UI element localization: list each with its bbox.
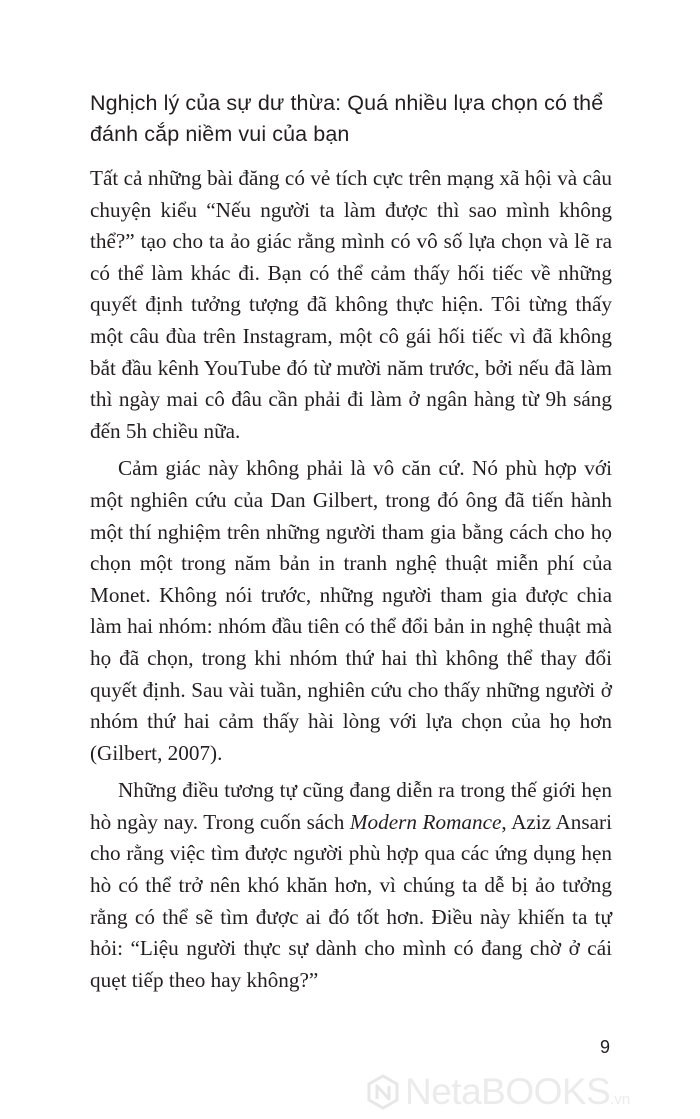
watermark-brand: NetaBOOKS [405, 1071, 611, 1112]
paragraph-1: Tất cả những bài đăng có vẻ tích cực trên mạng xã hội và câu chuyện kiểu “Nếu người ta làm được thì sao mình không thể?” tạo cho ta ảo giác rằng mình có vô số lựa chọn và lẽ ra có thể làm khác đi. Bạn có thể cảm thấy hối tiếc về những quyết định tưởng tượng đã không thực hiện. Tôi từng thấy một câu đùa trên Instagram, một cô gái hối tiếc vì đã không bắt đầu kênh YouTube đó từ mười năm trước, bởi nếu đã làm thì ngày mai cô đâu cần phải đi làm ở ngân hàng từ 9h sáng đến 5h chiều nữa. [90, 166, 612, 443]
page-number: 9 [599, 1037, 610, 1057]
book-page-content [90, 88, 612, 996]
section-heading: Nghịch lý của sự dư thừa: Quá nhiều lựa chọn có thể đánh cắp niềm vui của bạn [90, 91, 604, 146]
paragraph-3-text-after: , Aziz Ansari cho rằng việc tìm được người phù hợp qua các ứng dụng hẹn hò có thể trở nên khó khăn hơn, vì chúng ta dễ bị ảo tưởng rằng có thể sẽ tìm được ai đó tốt hơn. Điều này khiến ta tự hỏi: “Liệu người thực sự dành cho mình có đang chờ ở cái quẹt tiếp theo hay không?” [90, 809, 612, 992]
watermark-text [405, 1071, 630, 1113]
paragraph-3 [90, 775, 612, 996]
watermark-suffix: .vn [610, 1091, 631, 1108]
netabooks-watermark [365, 1072, 630, 1112]
paragraph-3-text-before: Những điều tương tự cũng đang diễn ra trong thế giới hẹn hò ngày nay. Trong cuốn sách [90, 778, 612, 834]
book-title: Modern Romance [349, 809, 502, 834]
netabooks-logo-icon [365, 1074, 401, 1110]
paragraph-2: Cảm giác này không phải là vô căn cứ. Nó phù hợp với một nghiên cứu của Dan Gilbert, trong đó ông đã tiến hành một thí nghiệm trên những người tham gia bằng cách cho họ chọn một trong năm bản in tranh nghệ thuật miễn phí của Monet. Không nói trước, những người tham gia được chia làm hai nhóm: nhóm đầu tiên có thể đổi bản in nghệ thuật mà họ đã chọn, trong khi nhóm thứ hai thì không thể thay đổi quyết định. Sau vài tuần, nghiên cứu cho thấy những người ở nhóm thứ hai cảm thấy hài lòng với lựa chọn của họ hơn (Gilbert, 2007). [90, 456, 612, 765]
